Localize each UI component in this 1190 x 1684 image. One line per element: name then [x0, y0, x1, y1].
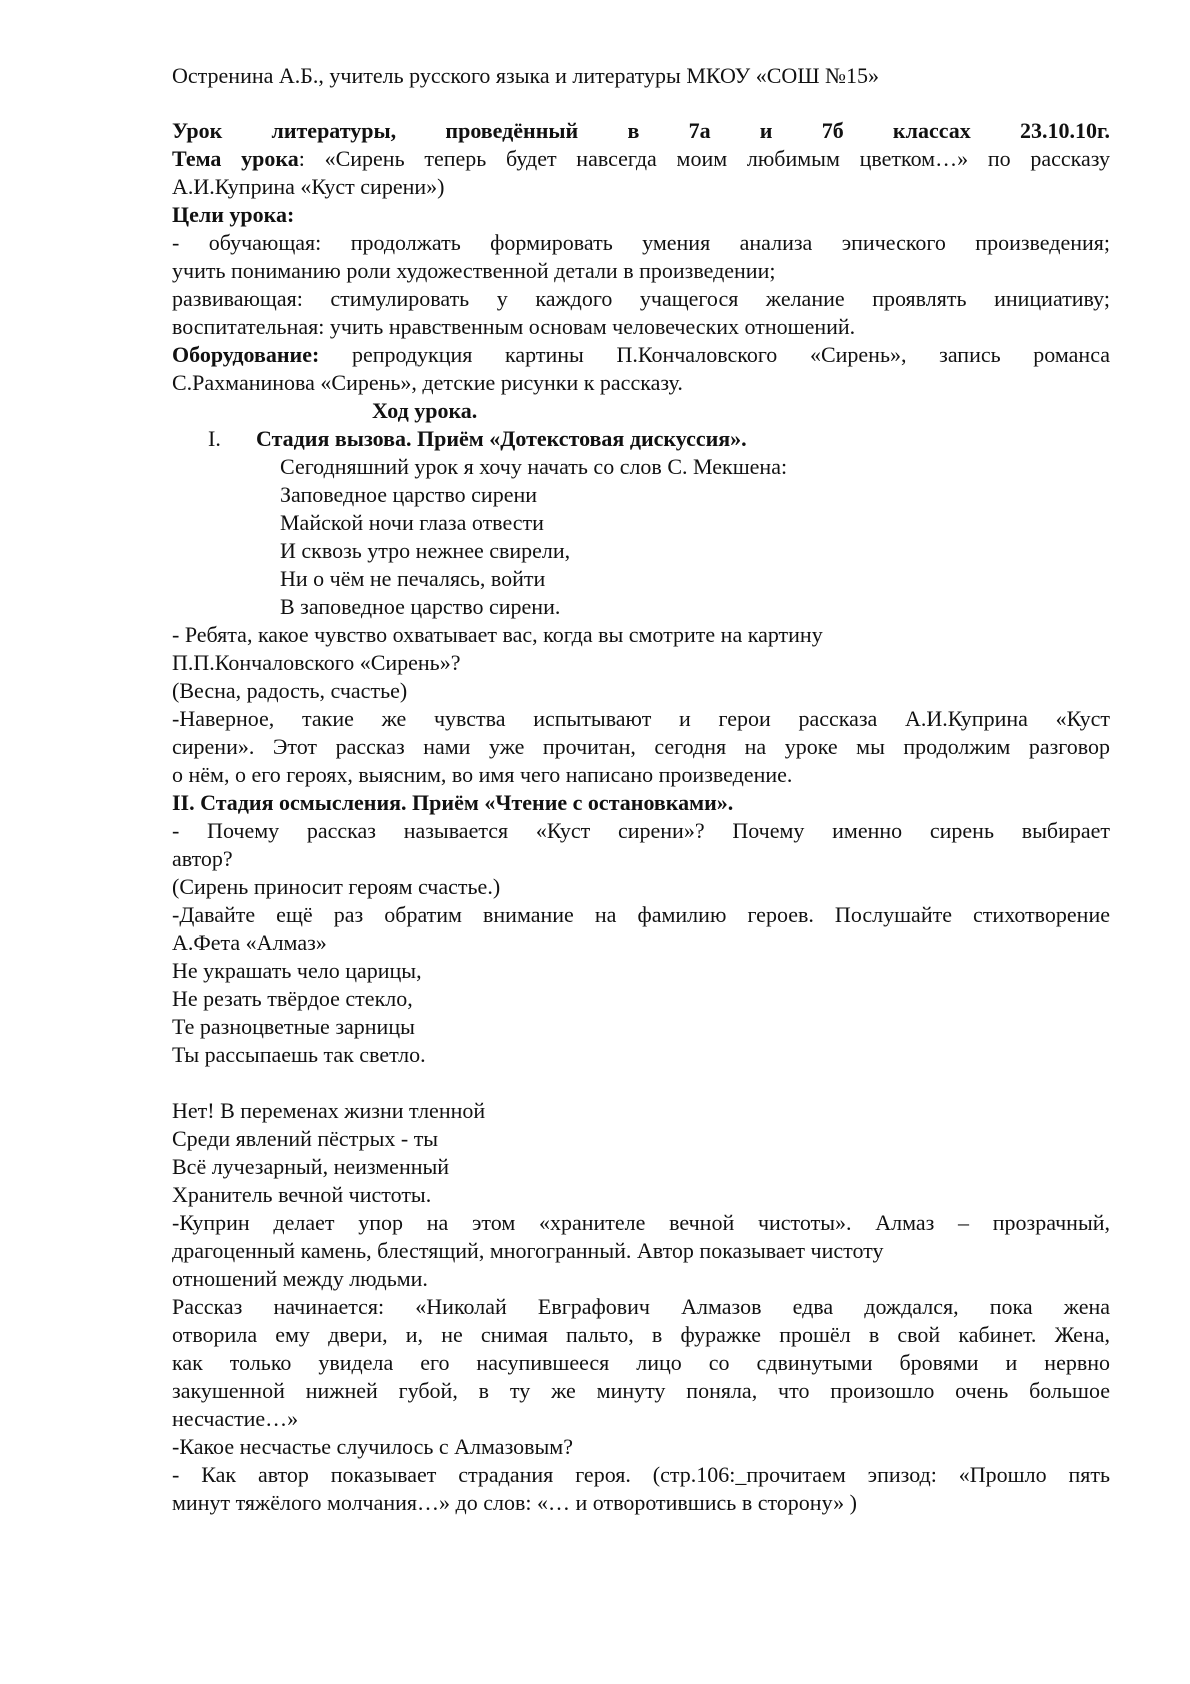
poem2-line: Ты рассыпаешь так светло.: [172, 1042, 426, 1067]
part3-line: несчастие…»: [172, 1406, 299, 1431]
stage1-title: Стадия вызова. Приём «Дотекстовая дискуссия».: [256, 426, 747, 451]
part3-line: -Какое несчастье случилось с Алмазовым?: [172, 1434, 573, 1459]
goal-line-1: - обучающая: продолжать формировать умения анализа эпического произведения;: [172, 230, 1110, 255]
equipment-label: Оборудование:: [172, 342, 320, 367]
part3-line: закушенной нижней губой, в ту же минуту поняла, что произошло очень большое: [172, 1378, 1110, 1403]
stage1-number: I.: [208, 426, 221, 451]
goal-line-2: учить пониманию роли художественной детали в произведении;: [172, 258, 776, 283]
lesson-flow-title: Ход урока.: [372, 398, 478, 423]
equipment-line-2: С.Рахманинова «Сирень», детские рисунки к рассказу.: [172, 370, 683, 395]
equipment-text-1: репродукция картины П.Кончаловского «Сирень», запись романса: [319, 342, 1110, 367]
stanza-gap: [172, 1069, 1110, 1097]
part3-line: отношений между людьми.: [172, 1266, 428, 1291]
goal-line-4: воспитательная: учить нравственным основам человеческих отношений.: [172, 314, 856, 339]
poem1-line: В заповедное царство сирени.: [280, 594, 561, 619]
stage2-title: II. Стадия осмысления. Приём «Чтение с остановками».: [172, 790, 734, 815]
poem2-line: Всё лучезарный, неизменный: [172, 1154, 450, 1179]
stage1-title-line: [172, 425, 1110, 453]
poem1-line: И сквозь утро нежнее свирели,: [280, 538, 571, 563]
topic-line-2: А.И.Куприна «Куст сирени»): [172, 174, 445, 199]
part2-line: А.Фета «Алмаз»: [172, 930, 327, 955]
part3-line: -Куприн делает упор на этом «хранителе вечной чистоты». Алмаз – прозрачный,: [172, 1210, 1110, 1235]
goals-title: Цели урока:: [172, 202, 295, 227]
document-page: [172, 62, 1110, 1517]
equipment-line-1: [172, 341, 1110, 369]
goal-line-3: развивающая: стимулировать у каждого учащегося желание проявлять инициативу;: [172, 286, 1110, 311]
lesson-title: Урок литературы, проведённый в 7а и 7б классах 23.10.10г.: [172, 118, 1110, 143]
part1-line: - Ребята, какое чувство охватывает вас, когда вы смотрите на картину: [172, 622, 823, 647]
part1-line: П.П.Кончаловского «Сирень»?: [172, 650, 461, 675]
topic-line-1: [172, 145, 1110, 173]
part3-line: отворила ему двери, и, не снимая пальто, в фуражке прошёл в свой кабинет. Жена,: [172, 1322, 1110, 1347]
stage1-poem-block: [172, 453, 1110, 621]
part3-line: минут тяжёлого молчания…» до слов: «… и отворотившись в сторону» ): [172, 1490, 857, 1515]
poem2-line: Не резать твёрдое стекло,: [172, 986, 413, 1011]
topic-label: Тема урока: [172, 146, 299, 171]
poem1-line: Ни о чём не печалясь, войти: [280, 566, 546, 591]
part3-line: как только увидела его насупившееся лицо со сдвинутыми бровями и нервно: [172, 1350, 1110, 1375]
stage1-intro: Сегодняшний урок я хочу начать со слов С. Мекшена:: [280, 454, 788, 479]
part1-line: о нём, о его героях, выясним, во имя чего написано произведение.: [172, 762, 793, 787]
part2-line: (Сирень приносит героям счастье.): [172, 874, 501, 899]
part2-line: -Давайте ещё раз обратим внимание на фамилию героев. Послушайте стихотворение: [172, 902, 1110, 927]
part3-line: - Как автор показывает страдания героя. (стр.106:_прочитаем эпизод: «Прошло пять: [172, 1462, 1110, 1487]
poem2-line: Те разноцветные зарницы: [172, 1014, 415, 1039]
part3-line: драгоценный камень, блестящий, многогранный. Автор показывает чистоту: [172, 1238, 884, 1263]
poem2-line: Хранитель вечной чистоты.: [172, 1182, 432, 1207]
part2-line: автор?: [172, 846, 233, 871]
poem1-line: Заповедное царство сирени: [280, 482, 538, 507]
topic-text-1: : «Сирень теперь будет навсегда моим любимым цветком…» по рассказу: [298, 146, 1110, 171]
author-header: Остренина А.Б., учитель русского языка и литературы МКОУ «СОШ №15»: [172, 63, 879, 88]
poem2-line: Не украшать чело царицы,: [172, 958, 422, 983]
part3-line: Рассказ начинается: «Николай Евграфович Алмазов едва дождался, пока жена: [172, 1294, 1110, 1319]
part2-line: - Почему рассказ называется «Куст сирени»? Почему именно сирень выбирает: [172, 818, 1110, 843]
part1-line: сирени». Этот рассказ нами уже прочитан, сегодня на уроке мы продолжим разговор: [172, 734, 1110, 759]
part1-line: (Весна, радость, счастье): [172, 678, 408, 703]
poem2-line: Среди явлений пёстрых - ты: [172, 1126, 439, 1151]
poem1-line: Майской ночи глаза отвести: [280, 510, 544, 535]
poem2-line: Нет! В переменах жизни тленной: [172, 1098, 486, 1123]
part1-line: -Наверное, такие же чувства испытывают и герои рассказа А.И.Куприна «Куст: [172, 706, 1110, 731]
